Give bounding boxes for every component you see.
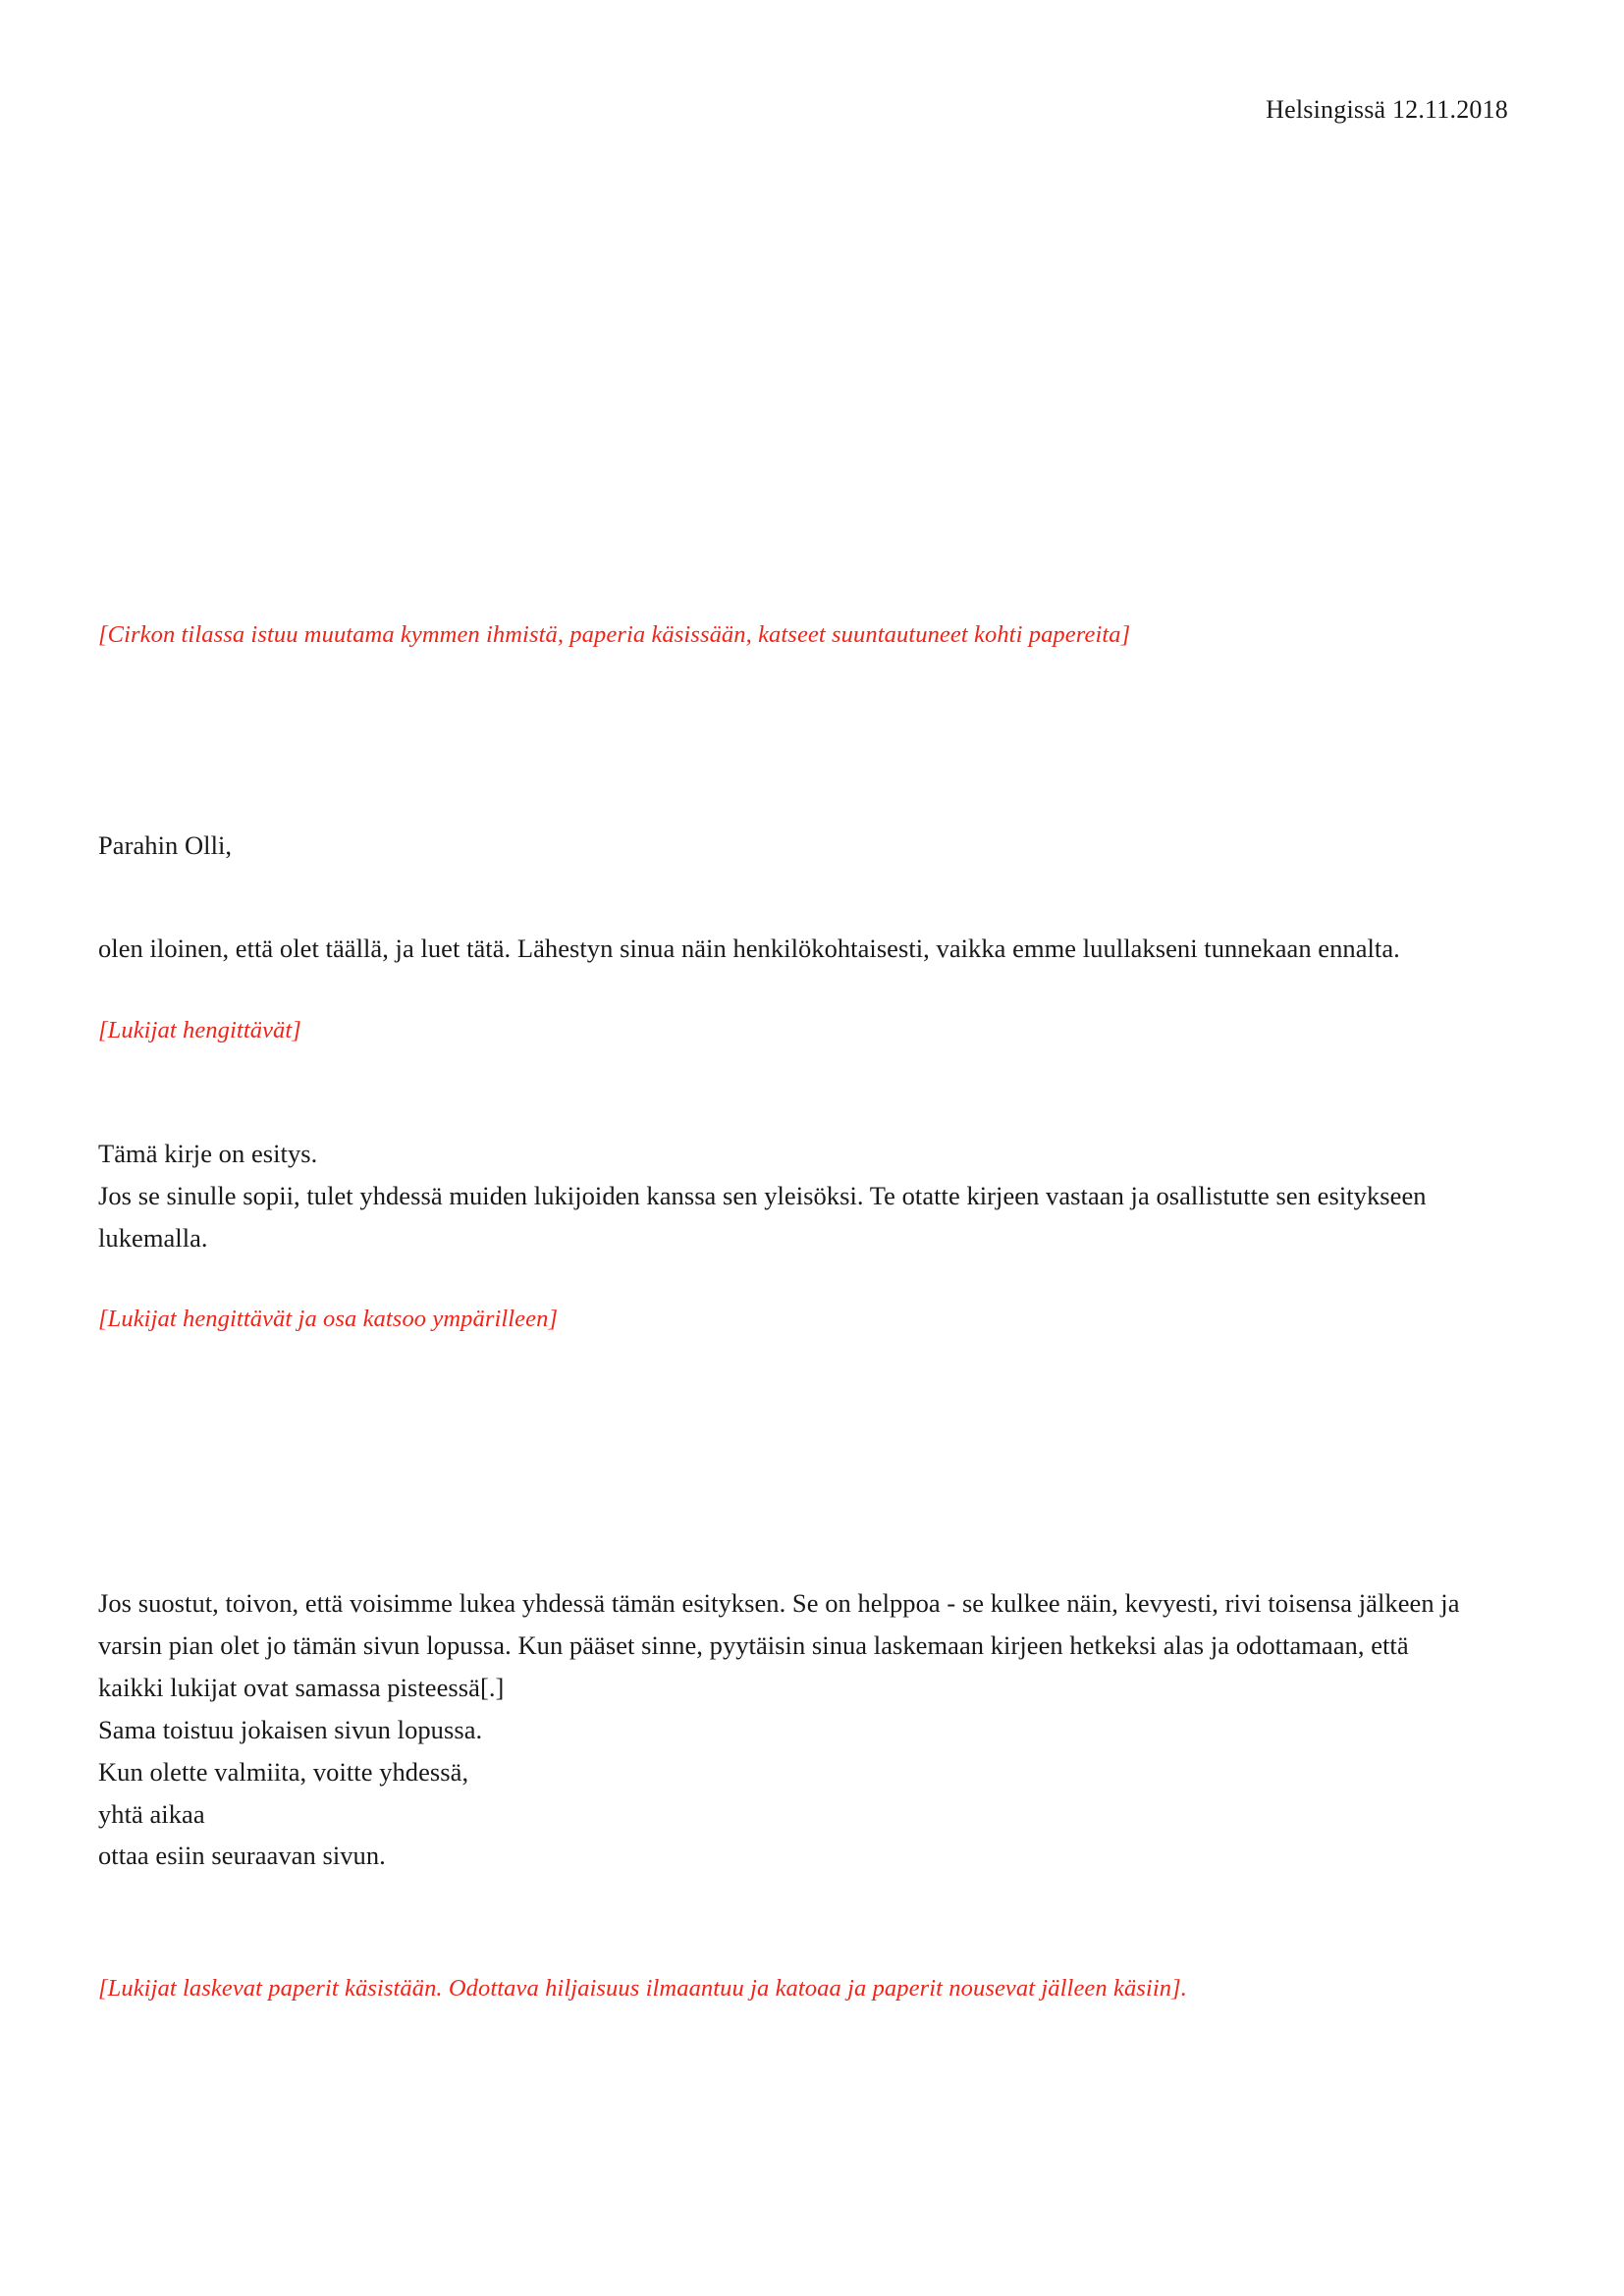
- spacer-after-stage-1: [98, 652, 1508, 825]
- paragraph-3-line-3: Kun olette valmiita, voitte yhdessä,: [98, 1756, 469, 1787]
- stage-direction-1: [Cirkon tilassa istuu muutama kymmen ihmistä, paperia käsissään, katseet suuntautuneet kohti papereita]: [98, 620, 1131, 648]
- paragraph-3-line-4: yhtä aikaa: [98, 1798, 205, 1829]
- paragraph-1: olen iloinen, että olet täällä, ja luet tätä. Lähestyn sinua näin henkilökohtaisesti, vaikka emme luullakseni tunnekaan ennalta.: [98, 934, 1400, 964]
- date-line: Helsingissä 12.11.2018: [1266, 95, 1508, 124]
- spacer-after-stage-2: [98, 1048, 1508, 1133]
- stage-direction-4: [Lukijat laskevat paperit käsistään. Odottava hiljaisuus ilmaantuu ja katoaa ja paperit nousevat jälleen käsiin].: [98, 1975, 1187, 2002]
- spacer-after-salutation: [98, 867, 1508, 928]
- spacer-after-stage-3: [98, 1337, 1508, 1582]
- salutation: Parahin Olli,: [98, 830, 233, 861]
- stage-direction-2: [Lukijat hengittävät]: [98, 1017, 301, 1044]
- paragraph-3-line-2: Sama toistuu jokaisen sivun lopussa.: [98, 1714, 483, 1744]
- paragraph-2-line-2: Jos se sinulle sopii, tulet yhdessä muiden lukijoiden kanssa sen yleisöksi. Te otatte kirjeen vastaan ja osallistutte sen esitykseen lukemalla.: [98, 1180, 1427, 1253]
- spacer-before-stage-3: [98, 1258, 1508, 1302]
- paragraph-2-line-1: Tämä kirje on esitys.: [98, 1138, 318, 1168]
- paragraph-3-line-1: Jos suostut, toivon, että voisimme lukea yhdessä tämän esityksen. Se on helppoa - se kulkee näin, kevyesti, rivi toisensa jälkeen ja varsin pian olet jo tämän sivun lopussa. Kun pääset sinne, pyytäisin sinua laskemaan kirjeen hetkeksi alas ja odottamaan, että kaikki lukijat ovat samassa pisteessä[.]: [98, 1587, 1460, 1702]
- spacer-before-stage-2: [98, 970, 1508, 1013]
- spacer-before-stage-4: [98, 1877, 1508, 1971]
- spacer-top: [98, 127, 1508, 617]
- stage-direction-3: [Lukijat hengittävät ja osa katsoo ympärilleen]: [98, 1306, 559, 1333]
- paragraph-3-line-5: ottaa esiin seuraavan sivun.: [98, 1841, 386, 1871]
